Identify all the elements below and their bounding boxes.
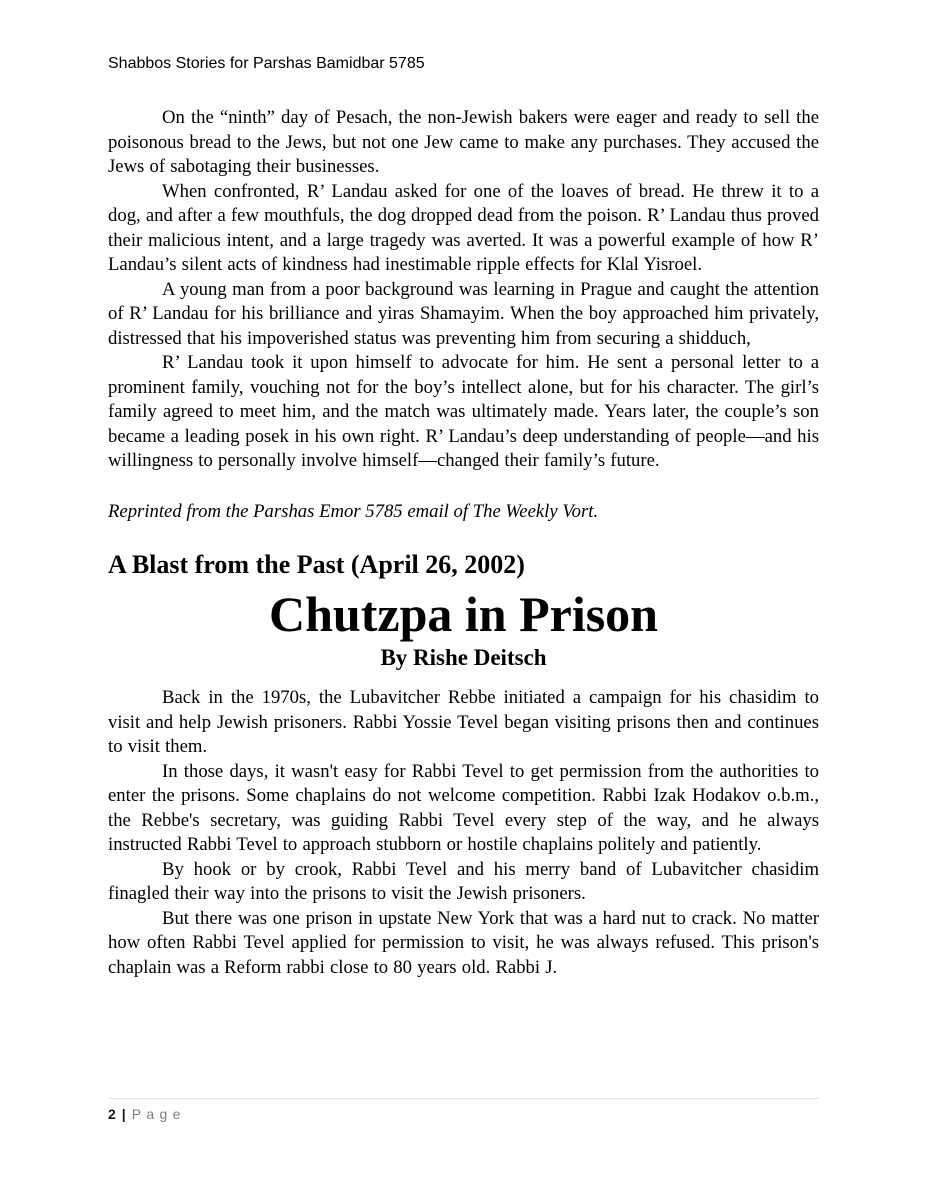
body-paragraph: R’ Landau took it upon himself to advocate for him. He sent a personal letter to a prominent family, vouching not for the boy’s intellect alone, but for his character. The girl’s family agreed to meet him, and the match was ultimately made. Years later, the couple’s son became a leading posek in his own right. R’ Landau’s deep understanding of people—and his willingness to personally involve himself—changed their family’s future. — [108, 352, 819, 471]
story-paragraph: By hook or by crook, Rabbi Tevel and his merry band of Lubavitcher chasidim finagled their way into the prisons to visit the Jewish prisoners. — [108, 858, 819, 904]
body-paragraph: A young man from a poor background was learning in Prague and caught the attention of R’ Landau for his brilliance and yiras Shamayim. When the boy approached him privately, distressed that his impoverished status was preventing him from securing a shidduch, — [108, 278, 819, 349]
body-paragraph: On the “ninth” day of Pesach, the non-Jewish bakers were eager and ready to sell the poisonous bread to the Jews, but not one Jew came to make any purchases. They accused the Jews of sabotaging their businesses. — [108, 107, 819, 177]
document-body — [108, 106, 819, 980]
story-paragraph: But there was one prison in upstate New York that was a hard nut to crack. No matter how often Rabbi Tevel applied for permission to visit, he was always refused. This prison's chaplain was a Reform rabbi close to 80 years old. Rabbi J. — [108, 907, 819, 978]
story-paragraph: In those days, it wasn't easy for Rabbi Tevel to get permission from the authorities to enter the prisons. Some chaplains do not welcome competition. Rabbi Izak Hodakov o.b.m., the Rebbe's secretary, was guiding Rabbi Tevel every step of the way, and he always instructed Rabbi Tevel to approach stubborn or hostile chaplains politely and patiently. — [108, 760, 819, 855]
story-body — [108, 686, 819, 980]
section-heading: A Blast from the Past (April 26, 2002) — [108, 550, 525, 579]
story-paragraph: Back in the 1970s, the Lubavitcher Rebbe initiated a campaign for his chasidim to visit and help Jewish prisoners. Rabbi Yossie Tevel began visiting prisons then and continues to visit them. — [108, 687, 819, 757]
story-title: Chutzpa in Prison — [269, 586, 658, 642]
body-paragraph: When confronted, R’ Landau asked for one of the loaves of bread. He threw it to a dog, and after a few mouthfuls, the dog dropped dead from the poison. R’ Landau thus proved their malicious intent, and a large tragedy was averted. It was a powerful example of how R’ Landau’s silent acts of kindness had inestimable ripple effects for Klal Yisroel. — [108, 180, 819, 275]
document-header-title: Shabbos Stories for Parshas Bamidbar 5785 — [108, 55, 425, 72]
page-footer — [108, 1098, 820, 1122]
page-number: 2 — [108, 1106, 116, 1122]
attribution-line: Reprinted from the Parshas Emor 5785 email of The Weekly Vort. — [108, 500, 599, 522]
story-byline: By Rishe Deitsch — [380, 645, 547, 670]
page-label: Page — [131, 1106, 186, 1122]
footer-separator: | — [121, 1106, 126, 1122]
